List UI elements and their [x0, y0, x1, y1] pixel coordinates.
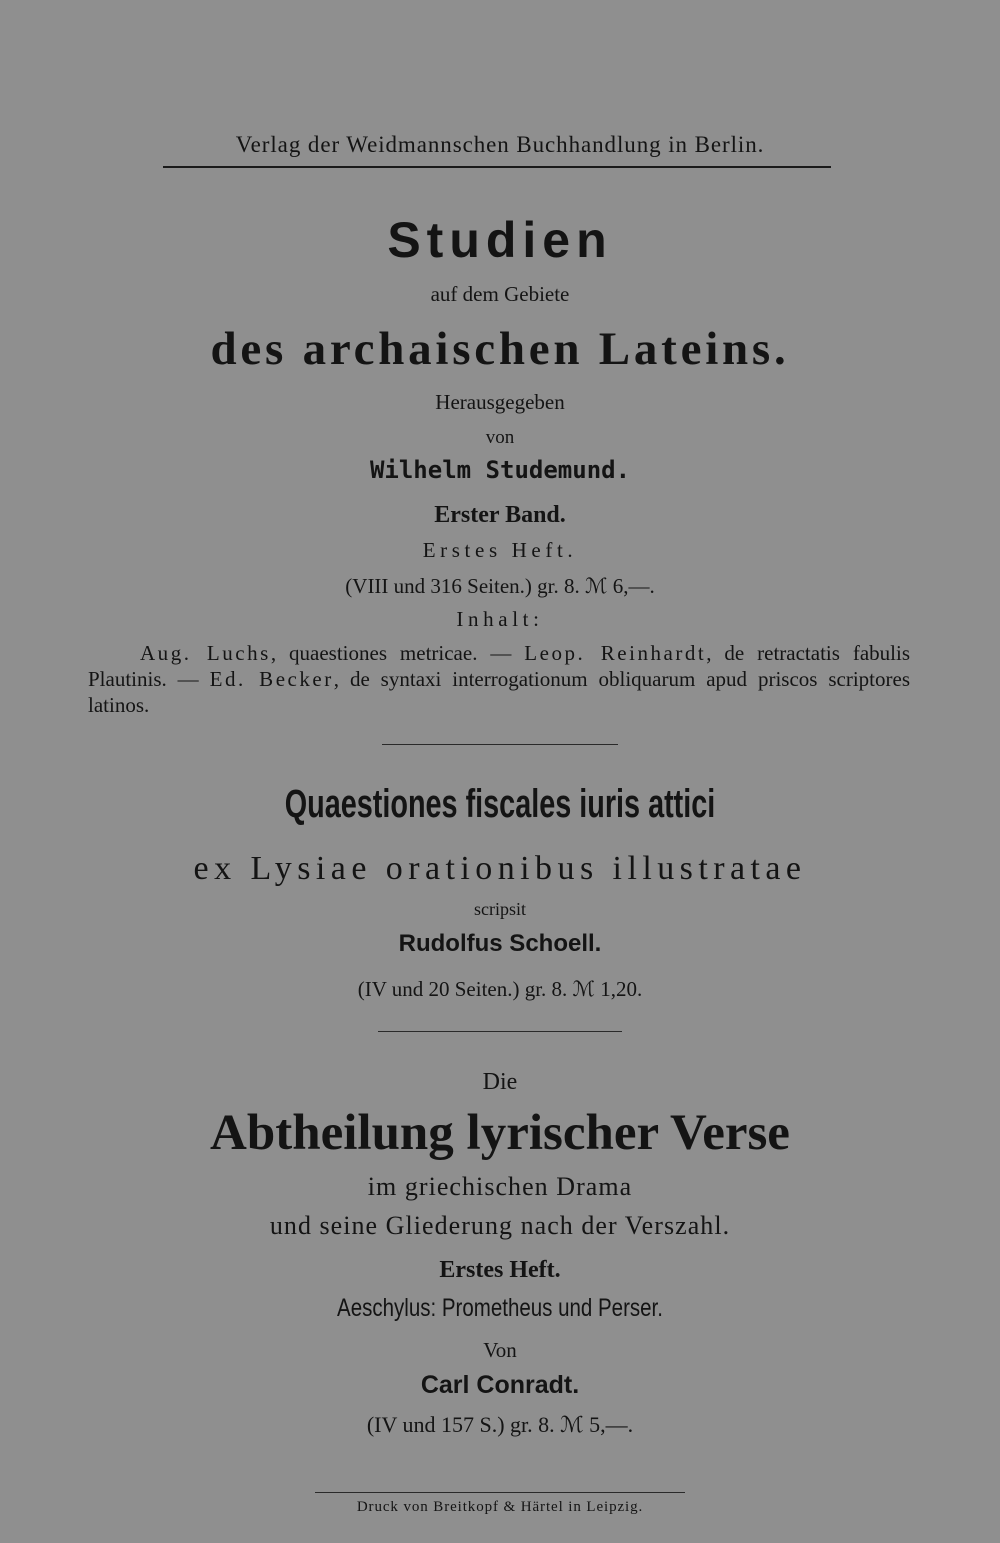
book3-author: Carl Conradt. [420, 1371, 580, 1399]
book3-die: Die [482, 1069, 518, 1095]
book3-title: Abtheilung lyrischer Verse [210, 1105, 790, 1161]
separator-2 [378, 1031, 622, 1032]
book2-price: (IV und 20 Seiten.) gr. 8. ℳ 1,20. [357, 977, 643, 1001]
book1-contents [88, 640, 910, 718]
book1-editor-label: Herausgegeben [435, 390, 565, 414]
separator-1 [382, 744, 618, 745]
book2-subtitle: ex Lysiae orationibus illustratae [193, 850, 807, 887]
publisher-header: Verlag der Weidmannschen Buchhandlung in Berlin. [235, 132, 765, 157]
book3-topic: Aeschylus: Prometheus und Perser. [337, 1294, 663, 1322]
book3-subtitle2: und seine Gliederung nach der Verszahl. [269, 1211, 731, 1240]
book1-contents-label: Inhalt: [456, 607, 544, 631]
book1-von: von [485, 427, 515, 448]
book2-scripsit: scripsit [474, 899, 526, 919]
contents-title-3: , de syntaxi interrogationum obliquarum apud priscos scriptores latinos. [88, 667, 911, 717]
header-rule [163, 166, 831, 168]
book1-subtitle: auf dem Gebiete [430, 282, 570, 306]
contents-author-reinhardt: Leop. Reinhardt [524, 641, 707, 665]
book1-title: Studien [387, 212, 613, 268]
book1-volume: Erster Band. [434, 502, 566, 528]
printer-footer: Druck von Breitkopf & Härtel in Leipzig. [356, 1499, 644, 1515]
book1-title2: des archaischen Lateins. [210, 323, 790, 375]
book3-price: (IV und 157 S.) gr. 8. ℳ 5,—. [366, 1412, 634, 1437]
book1-price: (VIII und 316 Seiten.) gr. 8. ℳ 6,—. [345, 574, 655, 598]
contents-title-2: , de retractatis fabulis Plautinis. — [88, 641, 910, 691]
book3-subtitle1: im griechischen Drama [367, 1172, 633, 1201]
contents-author-luchs: Aug. Luchs [140, 641, 271, 665]
contents-author-becker: Ed. Becker [209, 667, 334, 691]
book3-von: Von [483, 1338, 517, 1362]
contents-title-1: , quaestiones metricae. — [270, 641, 525, 665]
footer-rule [315, 1492, 685, 1493]
book1-part: Erstes Heft. [422, 538, 578, 562]
book3-part: Erstes Heft. [439, 1257, 561, 1283]
book2-title: Quaestiones fiscales iuris attici [284, 782, 716, 826]
book2-author: Rudolfus Schoell. [398, 930, 602, 957]
book1-editor: Wilhelm Studemund. [369, 456, 631, 484]
